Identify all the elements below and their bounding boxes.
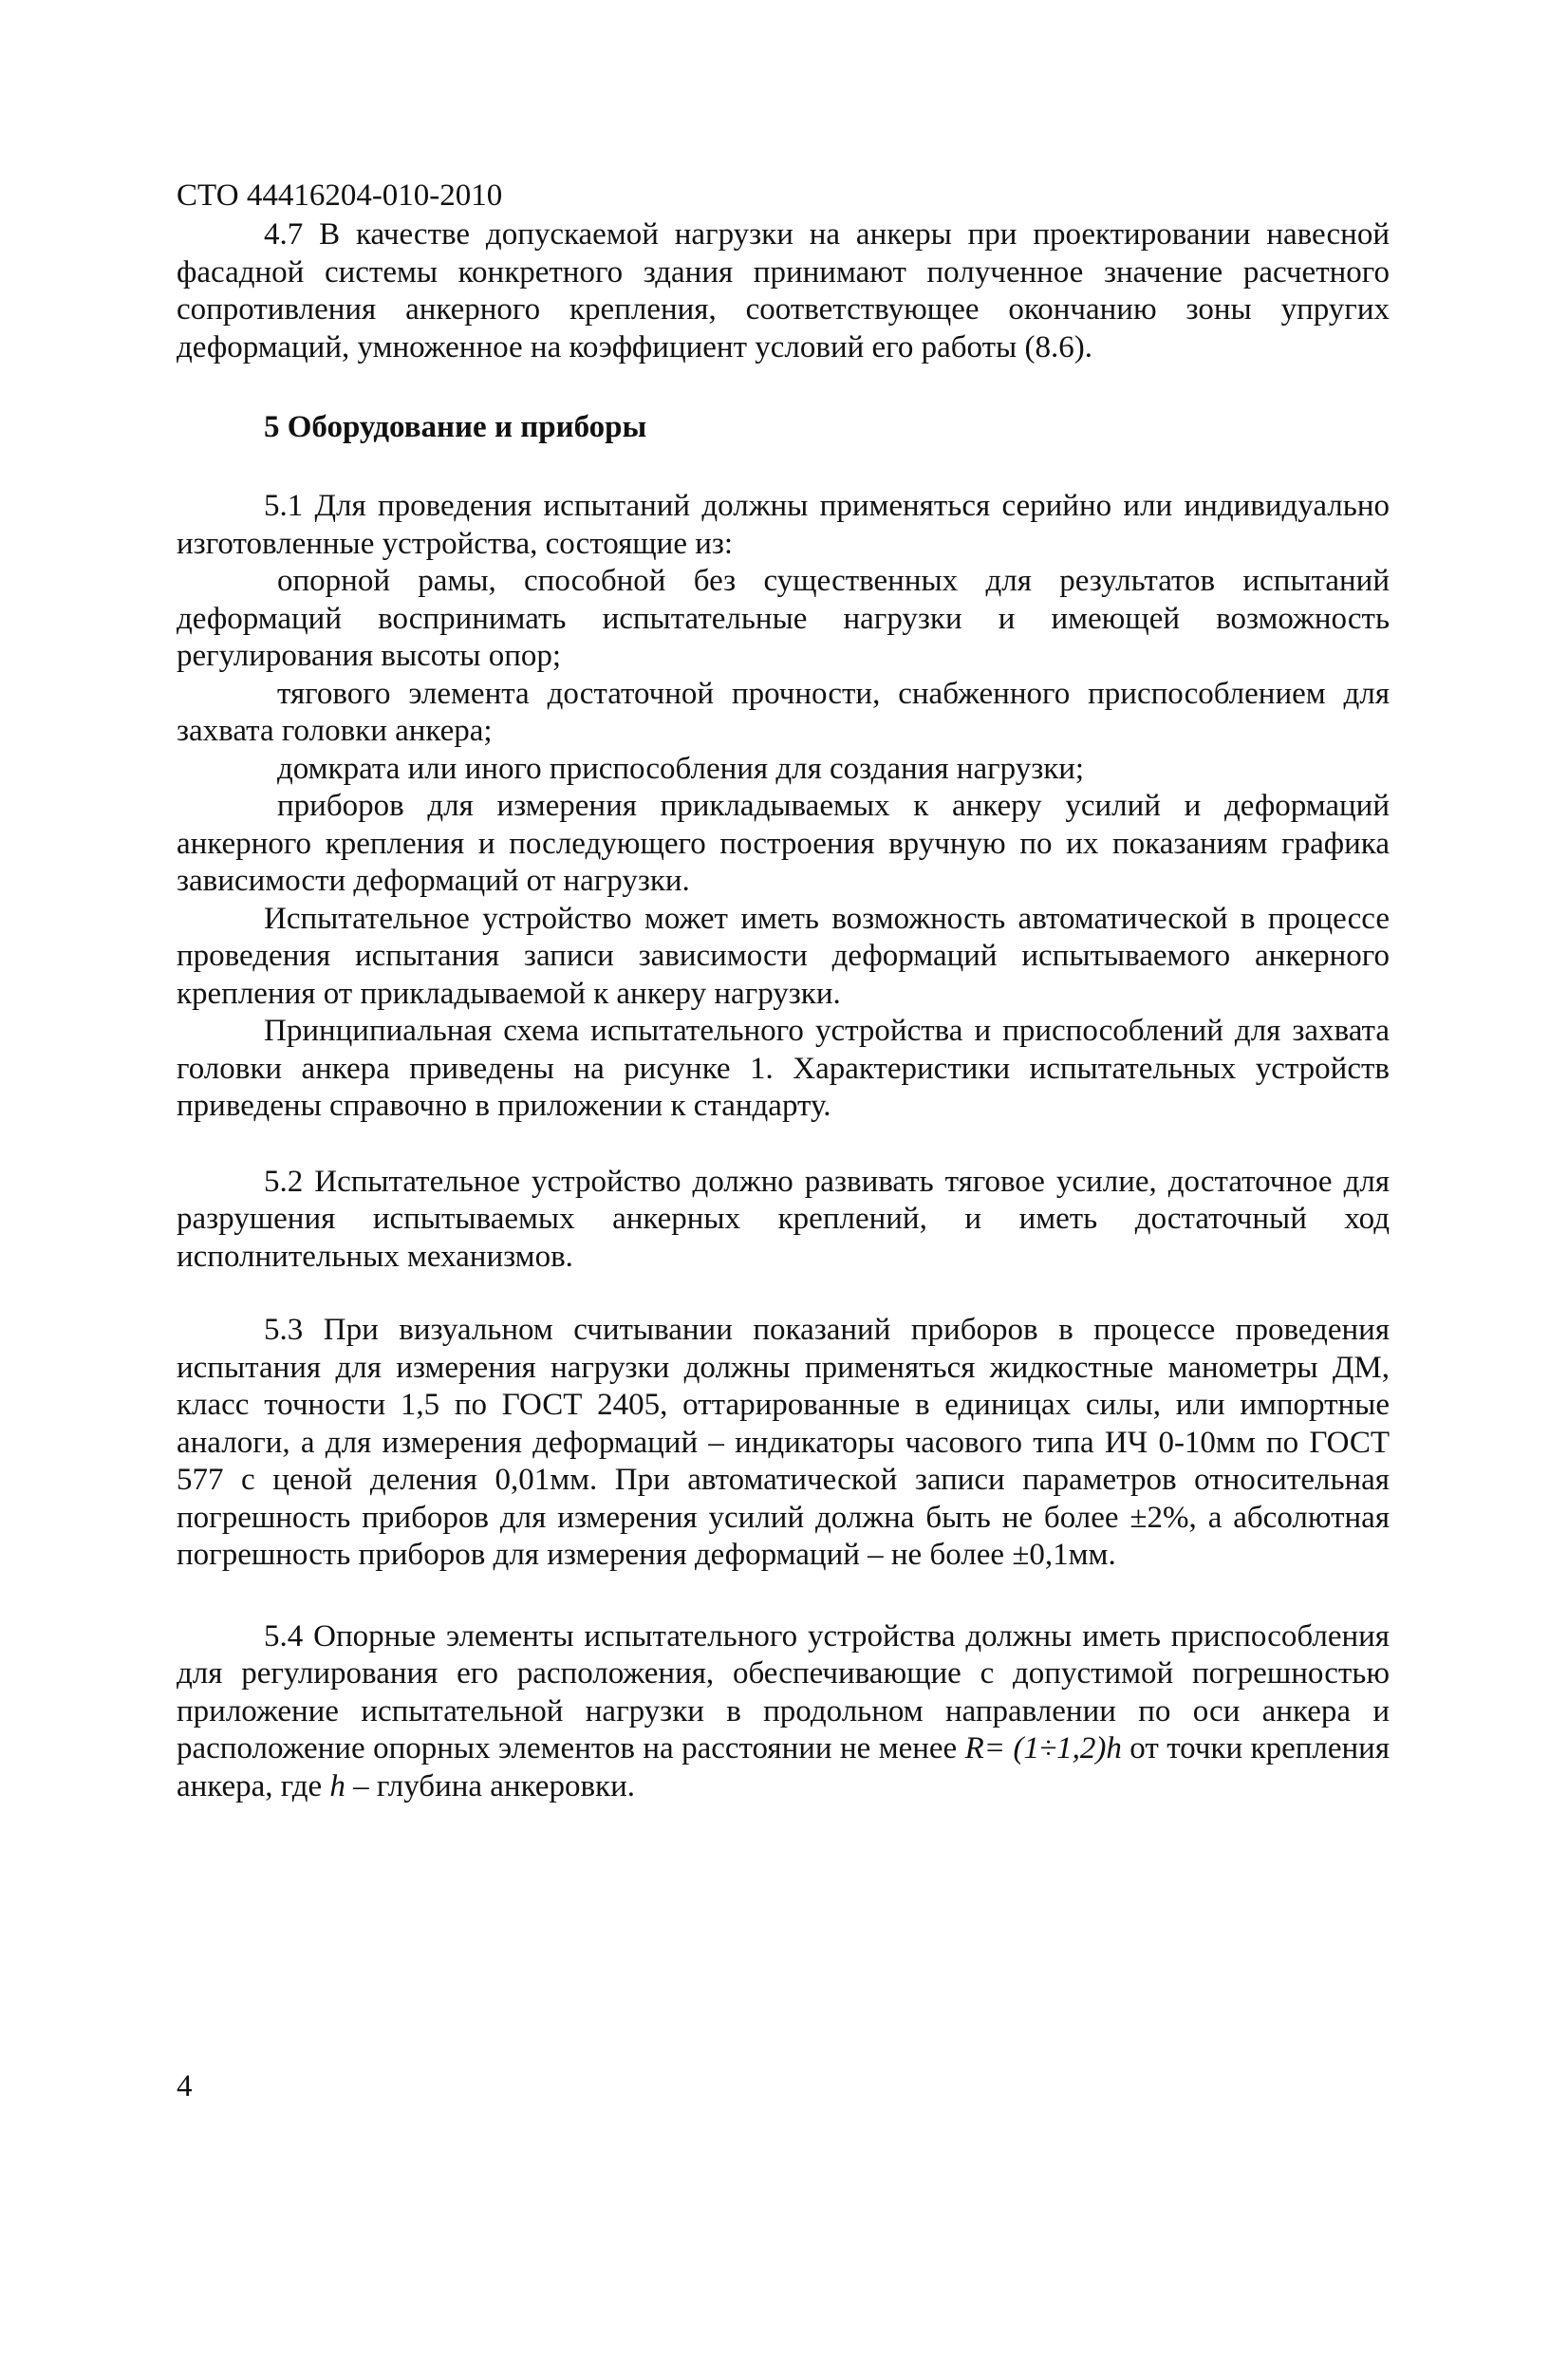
paragraph-5-1: 5.1 Для проведения испытаний должны применяться серийно или индивидуально изготовленные устройства, состоящие из: [177, 489, 1390, 561]
paragraph-4-7: 4.7 В качестве допускаемой нагрузки на анкеры при проектировании навесной фасадной системы конкретного здания принимают полученное значение расчетного сопротивления анкерного крепления, соответствующее окончанию зоны упругих деформаций, умноженное на коэффициент условий его работы (8.6). [177, 217, 1390, 364]
list-item-jack: домкрата или иного приспособления для создания нагрузки; [277, 751, 1085, 786]
paragraph-5-4-text-3: – глубина анкеровки. [353, 1768, 635, 1803]
document-code: СТО 44416204-010-2010 [177, 178, 503, 213]
section-heading-5: 5 Оборудование и приборы [264, 410, 647, 444]
paragraph-5-4-text: 5.4 Опорные элементы испытательного устройства должны иметь приспособления для регулирования его расположения, обеспечивающие с допустимой погрешностью приложение испытательной нагрузки в продольном направлении по оси анкера и расположение опорных элементов на расстоянии не менее [177, 1618, 1390, 1766]
page-content [177, 216, 1390, 1805]
list-item-measuring-devices: приборов для измерения прикладываемых к анкеру усилий и деформаций анкерного крепления и последующего построения вручную по их показаниям графика зависимости деформаций от нагрузки. [177, 789, 1390, 898]
page-number: 4 [177, 2069, 193, 2103]
paragraph-auto-recording: Испытательное устройство может иметь возможность автоматической в процессе проведения испытания записи зависимости деформаций испытываемого анкерного крепления от прикладываемой к анкеру нагрузки. [177, 901, 1390, 1011]
variable-h: h [329, 1768, 345, 1803]
paragraph-scheme: Принципиальная схема испытательного устройства и приспособлений для захвата головки анкера приведены на рисунке 1. Характеристики испытательных устройств приведены справочно в приложении к стандарту. [177, 1014, 1390, 1123]
formula-r: R= (1÷1,2)h [964, 1731, 1122, 1766]
paragraph-5-4-text-2: от точки крепления анкера, где [177, 1731, 1390, 1803]
list-item-traction-element: тягового элемента достаточной прочности, снабженного приспособлением для захвата головки анкера; [177, 676, 1390, 748]
paragraph-5-3: 5.3 При визуальном считывании показаний приборов в процессе проведения испытания для измерения нагрузки должны применяться жидкостные манометры ДМ, класс точности 1,5 по ГОСТ 2405, оттарированные в единицах силы, или импортные аналоги, а для измерения деформаций – индикаторы часового типа ИЧ 0-10мм по ГОСТ 577 с ценой деления 0,01мм. При автоматической записи параметров относительная погрешность приборов для измерения усилий должна быть не более ±2%, а абсолютная погрешность приборов для измерения деформаций – не более ±0,1мм. [177, 1313, 1390, 1572]
paragraph-5-4 [177, 1618, 1390, 1806]
list-item-support-frame: опорной рамы, способной без существенных для результатов испытаний деформаций воспринимать испытательные нагрузки и имеющей возможность регулирования высоты опор; [177, 564, 1390, 673]
paragraph-5-2: 5.2 Испытательное устройство должно развивать тяговое усилие, достаточное для разрушения испытываемых анкерных креплений, и иметь достаточный ход исполнительных механизмов. [177, 1164, 1390, 1274]
